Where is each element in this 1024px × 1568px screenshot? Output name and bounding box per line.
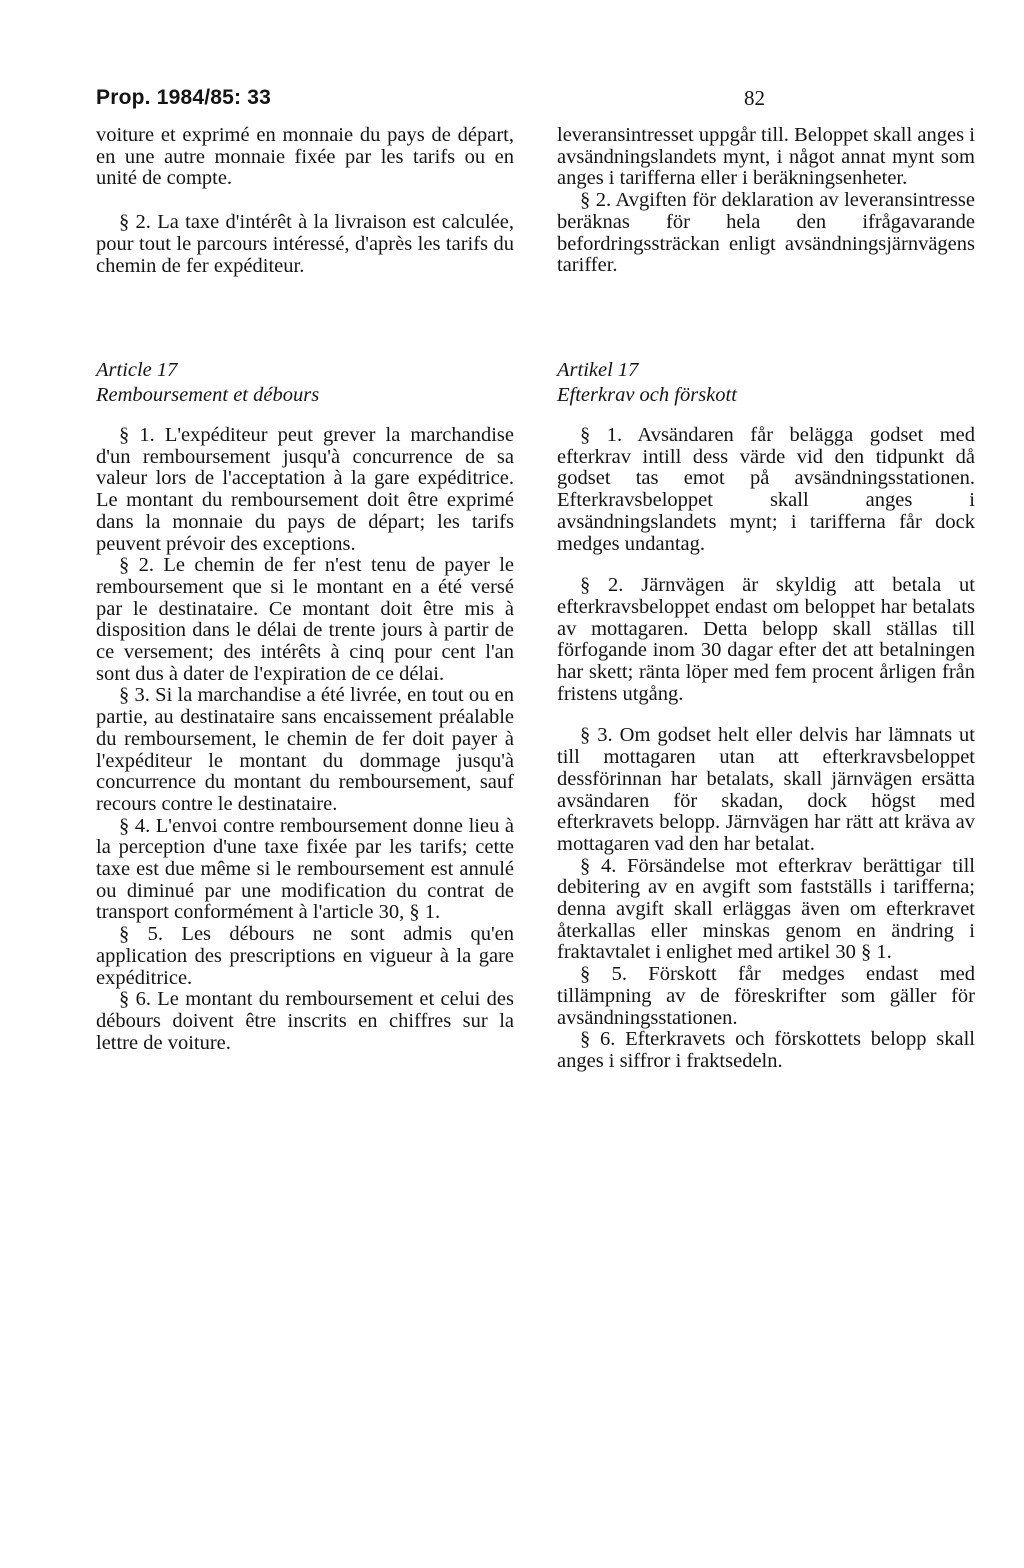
swedish-section-4: § 4. Försändelse mot efterkrav berättigar till debitering av en avgift som fastställs i tarifferna; denna avgift skall erläggas även om efterkravet återkallas eller minskas genom en ändring i fraktavtalet i enlighet med artikel 30 § 1. (557, 854, 975, 964)
swedish-article-label: Artikel 17 (557, 359, 639, 381)
swedish-section-2: § 2. Järnvägen är skyldig att betala ut efterkravsbeloppet endast om beloppet har betalats av mottagaren. Detta belopp skall ställas till förfogande inom 30 dagar efter det att betalningen har skett; ränta löper med fem procent årligen från fristens utgång. (557, 574, 975, 705)
swedish-section-3: § 3. Om godset helt eller delvis har lämnats ut till mottagaren utan att efterkravsbeloppet dessförinnan har betalats, skall järnvägen ersätta avsändaren för skadan, dock högst med efterkravets belopp. Järnvägen har rätt att kräva av mottagaren vad den har betalat. (557, 724, 975, 855)
document-reference: Prop. 1984/85: 33 (96, 86, 271, 109)
swedish-intro-paragraph: leveransintresset uppgår till. Beloppet skall anges i avsändningslandets mynt, i något annat mynt som anges i tarifferna eller i beräkningsenheter. (557, 124, 975, 190)
french-section-1: § 1. L'expéditeur peut grever la marchandise d'un remboursement jusqu'à concurrence de sa valeur lors de l'acceptation à la gare expéditrice. Le montant du remboursement doit être exprimé dans la monnaie du pays de départ; les tarifs peuvent prévoir des exceptions. (96, 424, 514, 555)
swedish-article-title: Efterkrav och förskott (557, 383, 737, 406)
french-section-4: § 4. L'envoi contre remboursement donne lieu à la perception d'une taxe fixée par les tarifs; cette taxe est due même si le remboursement est annulé ou diminué par une modification du contrat de transport conformément à l'article 30, § 1. (96, 814, 514, 924)
page-number: 82 (744, 86, 765, 110)
swedish-interest-paragraph: § 2. Avgiften för deklaration av leveransintresse beräknas för hela den ifrågavarande befordringssträckan enligt avsändningsjärnvägens tariffer. (557, 189, 975, 277)
french-section-3: § 3. Si la marchandise a été livrée, en tout ou en partie, au destinataire sans encaissement préalable du remboursement, le chemin de fer doit payer à l'expéditeur le montant du dommage jusqu'à concurrence du montant du remboursement, sauf recours contre le destinataire. (96, 684, 514, 815)
swedish-intro-block (557, 125, 975, 277)
french-article-label: Article 17 (96, 359, 178, 381)
swedish-section-5: § 5. Förskott får medges endast med tillämpning av de föreskrifter som gäller för avsändningsstationen. (557, 963, 975, 1029)
french-section-6: § 6. Le montant du remboursement et celui des débours doivent être inscrits en chiffres sur la lettre de voiture. (96, 988, 514, 1054)
swedish-section-1: § 1. Avsändaren får belägga godset med efterkrav intill dess värde vid den tidpunkt då godset tas emot på avsändningsstationen. Efterkravsbeloppet skall anges i avsändningslandets mynt; i tarifferna får dock medges undantag. (557, 424, 975, 555)
french-interest-paragraph: § 2. La taxe d'intérêt à la livraison est calculée, pour tout le parcours intéressé, d'après les tarifs du chemin de fer expéditeur. (96, 211, 514, 277)
swedish-section-6: § 6. Efterkravets och förskottets belopp skall anges i siffror i fraktsedeln. (557, 1028, 975, 1072)
french-intro-block (96, 125, 514, 277)
french-article-heading (96, 360, 514, 406)
swedish-article-body (557, 425, 975, 1073)
swedish-article-heading (557, 360, 975, 406)
french-intro-paragraph: voiture et exprimé en monnaie du pays de départ, en une autre monnaie fixée par les tarifs ou en unité de compte. (96, 124, 514, 190)
french-section-5: § 5. Les débours ne sont admis qu'en application des prescriptions en vigueur à la gare expéditrice. (96, 923, 514, 989)
french-article-title: Remboursement et débours (96, 383, 320, 406)
french-article-body (96, 425, 514, 1054)
french-section-2: § 2. Le chemin de fer n'est tenu de payer le remboursement que si le montant en a été versé par le destinataire. Ce montant doit être mis à disposition dans le délai de trente jours à partir de ce versement; des intérêts à cinq pour cent l'an sont dus à dater de l'expiration de ce délai. (96, 554, 514, 685)
